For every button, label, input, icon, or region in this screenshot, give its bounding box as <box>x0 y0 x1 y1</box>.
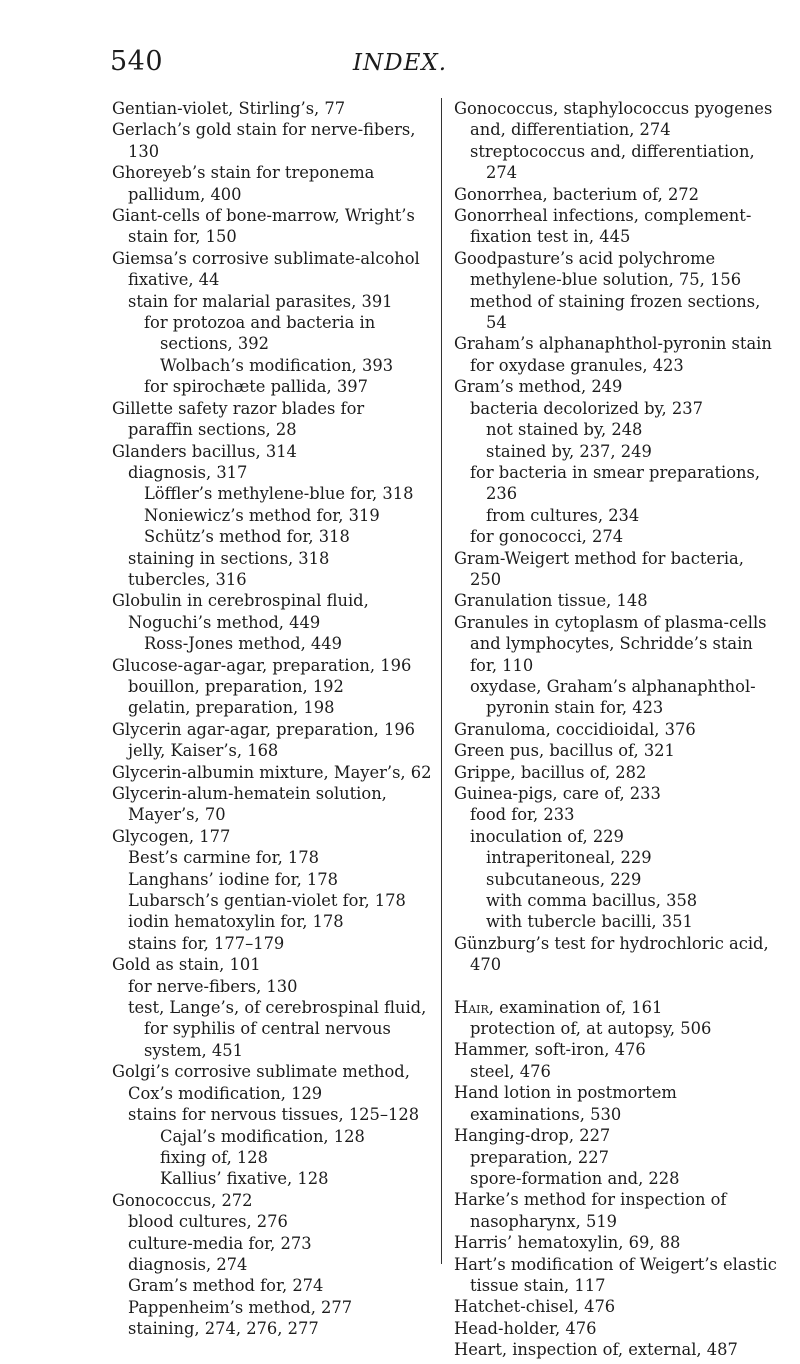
index-entry: Gold as stain, 101 <box>112 955 261 975</box>
index-entry: Hair, examination of, 161 <box>454 997 663 1017</box>
index-entry: Goodpasture’s acid polychrome methylene-blue solution, 75, 156 <box>454 248 742 290</box>
index-entry: Glanders bacillus, 314 <box>112 441 297 461</box>
index-entry: Gram’s method for, 274 <box>128 1276 324 1296</box>
index-entry: Gram’s method, 249 <box>454 377 623 397</box>
index-entry: stained by, 237, 249 <box>486 441 652 461</box>
index-entry: Granuloma, coccidioidal, 376 <box>454 719 696 739</box>
index-entry: Guinea-pigs, care of, 233 <box>454 784 661 803</box>
index-entry: Glucose-agar-agar, preparation, 196 <box>112 655 412 675</box>
index-entry: Granules in cytoplasm of plasma-cells and lymphocytes, Schridde’s stain for, 110 <box>454 612 767 675</box>
index-entry: stains for nervous tissues, 125–128 <box>128 1105 420 1125</box>
index-entry: tubercles, 316 <box>128 569 247 589</box>
index-entry: Ross-Jones method, 449 <box>144 634 343 654</box>
index-entry: for bacteria in smear preparations, 236 <box>470 462 761 504</box>
index-entry: for spirochæte pallida, 397 <box>144 377 368 397</box>
page-number: 540 <box>110 46 164 77</box>
index-entry: protection of, at autopsy, 506 <box>470 1019 712 1039</box>
index-entry: food for, 233 <box>470 805 575 825</box>
index-entry: blood cultures, 276 <box>128 1212 288 1232</box>
index-entry: Schütz’s method for, 318 <box>144 527 350 547</box>
index-entry: with tubercle bacilli, 351 <box>486 912 693 932</box>
index-entry: Ghoreyeb’s stain for treponema pallidum, 400 <box>112 163 375 204</box>
index-entry: with comma bacillus, 358 <box>486 891 698 911</box>
index-entry: Giemsa’s corrosive sublimate-alcohol fixative, 44 <box>112 248 420 290</box>
running-head: INDEX. <box>352 50 448 76</box>
index-entry: Best’s carmine for, 178 <box>128 848 320 868</box>
index-entry: for nerve-fibers, 130 <box>128 976 298 996</box>
index-entry: Wolbach’s modification, 393 <box>160 355 394 375</box>
index-entry: for protozoa and bacteria in sections, 392 <box>144 313 376 354</box>
index-entry: test, Lange’s, of cerebrospinal fluid, for syphilis of central nervous system, 451 <box>128 998 427 1060</box>
index-entry: Heart, inspection of, external, 487 <box>454 1340 738 1360</box>
index-entry: Hand lotion in postmortem examinations, 530 <box>454 1083 677 1124</box>
index-entry: Harke’s method for inspection of nasopharynx, 519 <box>454 1190 727 1231</box>
index-entry: Gonorrheal infections, complement-fixation test in, 445 <box>454 206 752 247</box>
index-entry: Pappenheim’s method, 277 <box>128 1297 353 1317</box>
index-entry: Glycerin-alum-hematein solution, Mayer’s, 70 <box>112 784 387 825</box>
index-entry: preparation, 227 <box>470 1147 609 1167</box>
index-entry: Gonococcus, 272 <box>112 1190 253 1210</box>
index-entry: bacteria decolorized by, 237 <box>470 398 703 418</box>
index-entry: subcutaneous, 229 <box>486 869 642 889</box>
index-entry: staining, 274, 276, 277 <box>128 1319 319 1339</box>
index-entry: from cultures, 234 <box>486 505 640 525</box>
index-entry: Giant-cells of bone-marrow, Wright’s stain for, 150 <box>112 206 415 247</box>
index-entry: Hanging-drop, 227 <box>454 1126 611 1146</box>
index-entry: Globulin in cerebrospinal fluid, Noguchi’s method, 449 <box>112 591 369 632</box>
index-entry: streptococcus and, differentiation, 274 <box>470 141 755 183</box>
index-entry: Gerlach’s gold stain for nerve-fibers, 130 <box>112 120 416 161</box>
index-entry: Gillette safety razor blades for paraffin sections, 28 <box>112 398 365 440</box>
index-entry: Glycerin-albumin mixture, Mayer’s, 62 <box>112 762 432 782</box>
index-entry: Gonorrhea, bacterium of, 272 <box>454 184 700 204</box>
index-entry: Gram-Weigert method for bacteria, 250 <box>454 548 744 589</box>
index-entry: stains for, 177–179 <box>128 933 285 953</box>
index-entry: Langhans’ iodine for, 178 <box>128 869 338 889</box>
index-entry: stain for malarial parasites, 391 <box>128 291 393 311</box>
index-entry: Gonococcus, staphylococcus pyogenes and, differentiation, 274 <box>454 99 773 140</box>
index-entry: Gentian-violet, Stirling’s, 77 <box>112 99 346 118</box>
index-entry: jelly, Kaiser’s, 168 <box>128 741 279 761</box>
index-entry: Kallius’ fixative, 128 <box>160 1169 329 1189</box>
index-entry: Hatchet-chisel, 476 <box>454 1297 616 1317</box>
index-entry: Hart’s modification of Weigert’s elastic tissue stain, 117 <box>454 1254 777 1295</box>
index-entry: Löffler’s methylene-blue for, 318 <box>144 484 414 504</box>
index-entry: Harris’ hematoxylin, 69, 88 <box>454 1233 681 1253</box>
index-entry: Grippe, bacillus of, 282 <box>454 762 647 782</box>
index-entry: diagnosis, 317 <box>128 462 248 482</box>
index-entry: Granulation tissue, 148 <box>454 591 648 611</box>
index-entry: Head-holder, 476 <box>454 1318 597 1338</box>
index-entry: Noniewicz’s method for, 319 <box>144 505 380 525</box>
index-entry: Cajal’s modification, 128 <box>160 1126 365 1146</box>
index-entry: staining in sections, 318 <box>128 548 330 568</box>
index-entry: Graham’s alphanaphthol-pyronin stain for oxydase granules, 423 <box>454 334 772 375</box>
index-entry: iodin hematoxylin for, 178 <box>128 912 344 932</box>
index-entry: Golgi’s corrosive sublimate method, Cox’s modification, 129 <box>112 1062 410 1103</box>
index-entry: method of staining frozen sections, 54 <box>470 291 761 333</box>
index-column-left <box>112 98 432 1340</box>
index-entry: not stained by, 248 <box>486 420 643 440</box>
index-entry: steel, 476 <box>470 1061 551 1081</box>
index-entry: Glycogen, 177 <box>112 826 231 846</box>
index-entry: diagnosis, 274 <box>128 1254 248 1274</box>
index-entry: for gonococci, 274 <box>470 527 624 547</box>
column-divider <box>441 98 442 1264</box>
index-entry: Green pus, bacillus of, 321 <box>454 741 675 761</box>
index-entry: Günzburg’s test for hydrochloric acid, 470 <box>454 933 769 975</box>
index-entry: oxydase, Graham’s alphanaphthol-pyronin stain for, 423 <box>470 676 756 718</box>
index-entry: inoculation of, 229 <box>470 826 624 846</box>
index-entry: Glycerin agar-agar, preparation, 196 <box>112 719 416 739</box>
index-column-right <box>454 98 779 1361</box>
index-entry: Hammer, soft-iron, 476 <box>454 1040 646 1060</box>
index-entry: intraperitoneal, 229 <box>486 848 652 868</box>
index-entry: gelatin, preparation, 198 <box>128 698 335 718</box>
index-entry: bouillon, preparation, 192 <box>128 676 344 696</box>
index-entry: spore-formation and, 228 <box>470 1168 680 1188</box>
index-entry: Lubarsch’s gentian-violet for, 178 <box>128 891 406 911</box>
index-entry: fixing of, 128 <box>160 1147 269 1167</box>
index-entry: culture-media for, 273 <box>128 1233 312 1253</box>
